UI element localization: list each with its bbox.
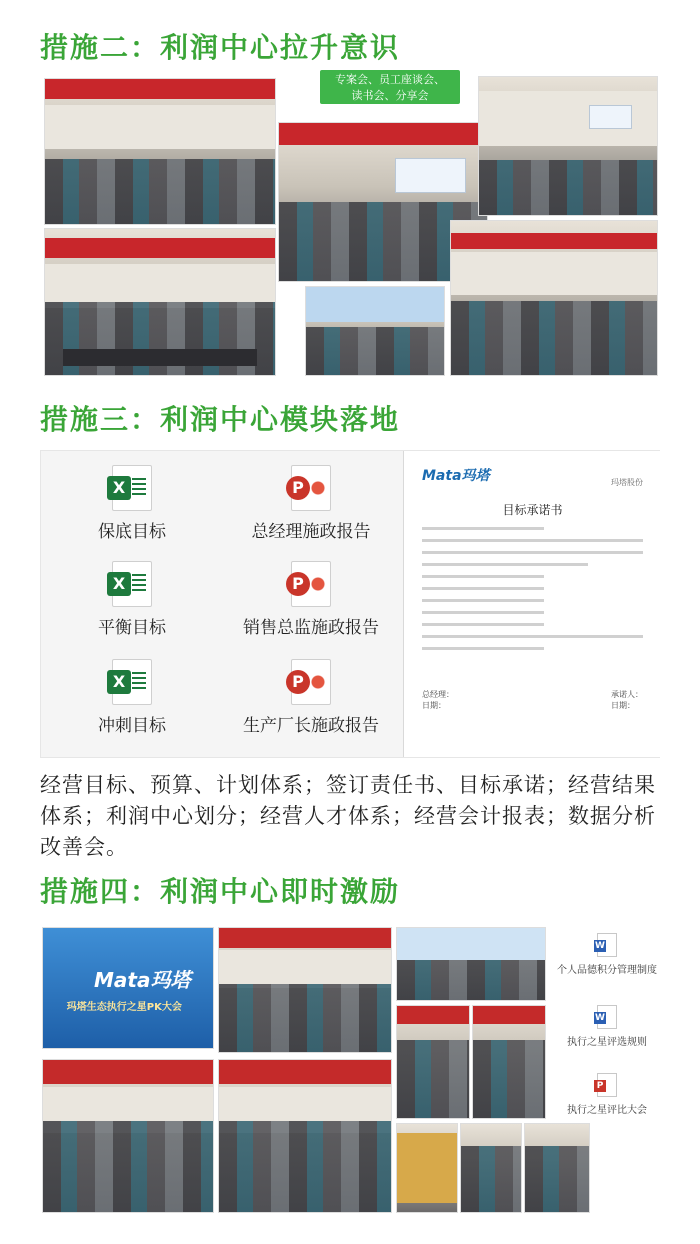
section-title-measure-4: 措施四：利润中心即时激励 (40, 875, 401, 908)
powerpoint-icon: P (597, 1073, 617, 1097)
word-icon: W (597, 1005, 617, 1029)
brand-logo: Mata玛塔 (422, 468, 490, 484)
letter-corner-text: 玛塔股份 (611, 478, 643, 487)
ppt-file-plant-report[interactable] (236, 659, 386, 736)
file-label: 执行之星评比大会 (567, 1105, 647, 1116)
powerpoint-icon: P (291, 659, 331, 705)
file-label: 总经理施政报告 (251, 522, 371, 542)
award-photo (396, 1005, 470, 1119)
file-label: 销售总监施政报告 (243, 618, 379, 638)
award-photo (460, 1123, 522, 1213)
award-photo-collage (40, 925, 662, 1215)
measure-3-description: 经营目标、预算、计划体系；签订责任书、目标承诺；经营结果体系；利润中心划分；经营人才体系；经营会计报表；数据分析改善会。 (40, 773, 656, 859)
target-commitment-letter (403, 451, 661, 757)
ppt-file-sales-report[interactable] (236, 561, 386, 638)
letter-signature-row: 总经理： 日期： 承诺人： 日期： (422, 690, 643, 710)
file-label: 平衡目标 (98, 618, 166, 638)
excel-file-balance-target[interactable] (77, 561, 187, 638)
powerpoint-icon: P (291, 465, 331, 511)
meeting-photo-collage (40, 70, 660, 380)
excel-icon: X (112, 659, 152, 705)
meeting-photo (44, 78, 276, 225)
section-title-measure-3: 措施三：利润中心模块落地 (40, 403, 401, 436)
word-file-star-rules[interactable] (552, 1005, 662, 1048)
award-photo (472, 1005, 546, 1119)
meeting-photo (450, 220, 658, 376)
ppt-file-star-conference[interactable] (552, 1073, 662, 1116)
award-photo (396, 927, 546, 1001)
award-photo (218, 1059, 392, 1213)
award-photo (42, 1059, 214, 1213)
award-certificate-photo (396, 1123, 458, 1213)
meeting-photo (44, 228, 276, 376)
excel-file-sprint-target[interactable] (77, 659, 187, 736)
word-icon: W (597, 933, 617, 957)
document-panel (40, 450, 660, 758)
file-label: 冲刺目标 (98, 716, 166, 736)
excel-file-baseline-target[interactable] (77, 465, 187, 542)
conference-screen-photo: Mata玛塔 玛塔生态执行之星PK大会 (42, 927, 214, 1049)
section-title-measure-2: 措施二：利润中心拉升意识 (40, 31, 401, 64)
word-file-moral-points-policy[interactable] (552, 933, 662, 976)
meeting-photo (305, 286, 445, 376)
file-label: 保底目标 (98, 522, 166, 542)
meeting-photo (478, 76, 658, 216)
meeting-types-tag: 专案会、员工座谈会、 读书会、分享会 (320, 70, 460, 104)
file-label: 生产厂长施政报告 (243, 716, 379, 736)
ppt-file-gm-report[interactable] (236, 465, 386, 542)
file-label: 执行之星评选规则 (567, 1037, 647, 1048)
excel-icon: X (112, 561, 152, 607)
letter-title: 目标承诺书 (502, 503, 563, 517)
powerpoint-icon: P (291, 561, 331, 607)
award-photo (218, 927, 392, 1053)
award-photo (524, 1123, 590, 1213)
excel-icon: X (112, 465, 152, 511)
file-label: 个人品德积分管理制度 (557, 965, 657, 976)
